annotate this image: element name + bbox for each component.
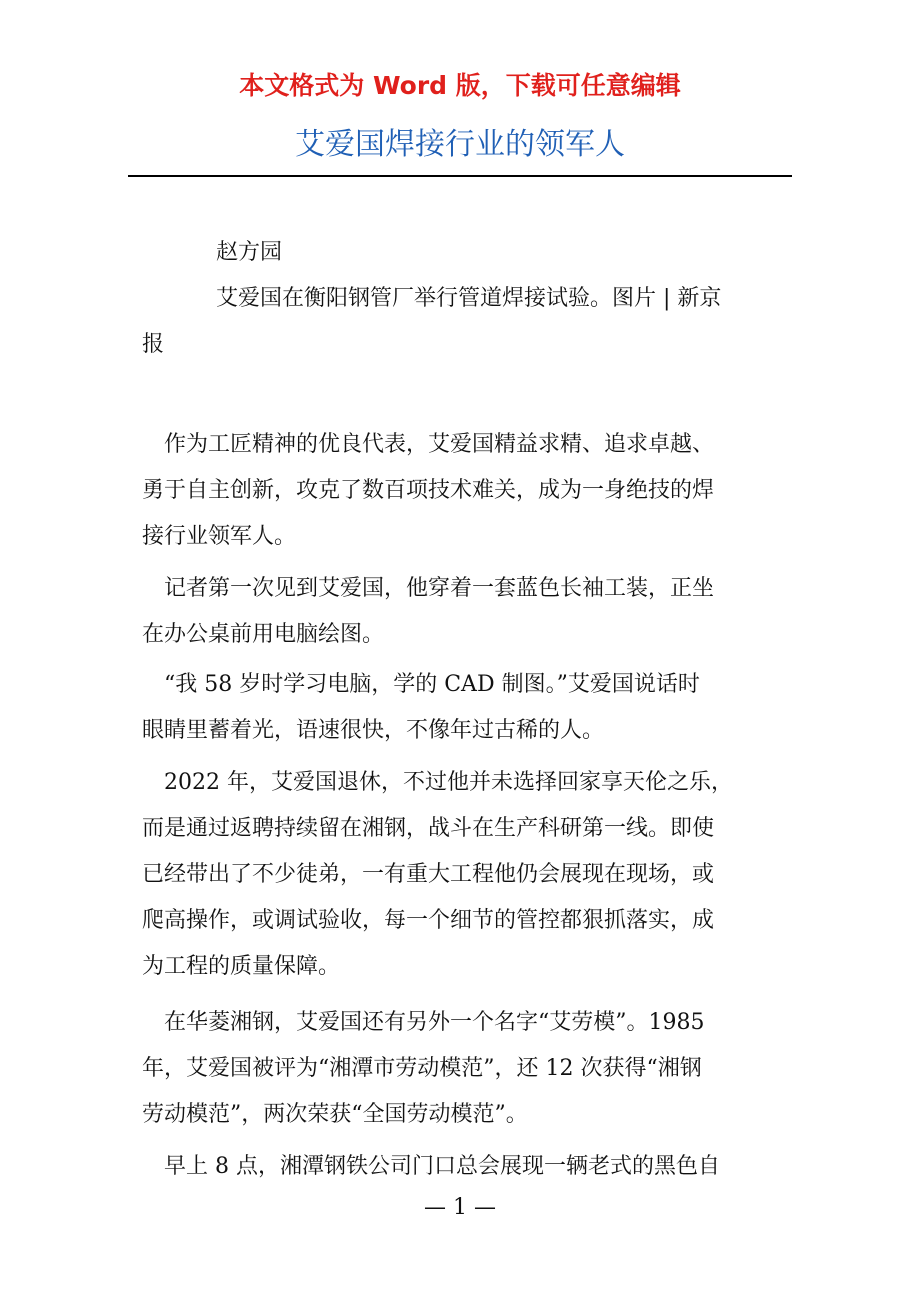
paragraph-line: 已经带出了不少徒弟，一有重大工程他仍会展现在现场，或 xyxy=(142,862,715,887)
paragraph-line: 记者第一次见到艾爱国，他穿着一套蓝色长袖工装，正坐 xyxy=(164,576,715,601)
caption-line: 报 xyxy=(142,332,165,357)
paragraph-line: 作为工匠精神的优良代表，艾爱国精益求精、追求卓越、 xyxy=(164,432,715,457)
caption-line: 艾爱国在衡阳钢管厂举行管道焊接试验。图片 | 新京 xyxy=(216,286,722,311)
format-banner: 本文格式为 Word 版，下载可任意编辑 xyxy=(239,71,681,100)
page-number: — 1 — xyxy=(424,1195,496,1220)
author-name: 赵方园 xyxy=(216,240,283,265)
paragraph-line: 勇于自主创新，攻克了数百项技术难关，成为一身绝技的焊 xyxy=(142,478,715,503)
paragraph-line: 2022 年，艾爱国退休，不过他并未选择回家享天伦之乐， xyxy=(164,770,733,795)
body-paragraph xyxy=(142,662,788,754)
paragraph-line: 而是通过返聘持续留在湘钢，战斗在生产科研第一线。即使 xyxy=(142,816,715,841)
paragraph-line: “我 58 岁时学习电脑，学的 CAD 制图。”艾爱国说话时 xyxy=(164,672,700,697)
paragraph-line: 劳动模范”，两次荣获“全国劳动模范”。 xyxy=(142,1102,528,1127)
body-paragraph xyxy=(142,1000,788,1138)
body-paragraph xyxy=(142,566,788,658)
paragraph-line: 接行业领军人。 xyxy=(142,524,297,549)
body-paragraph xyxy=(142,760,788,990)
paragraph-line: 在办公桌前用电脑绘图。 xyxy=(142,622,385,647)
title-divider xyxy=(128,175,792,177)
paragraph-line: 为工程的质量保障。 xyxy=(142,954,341,979)
page-title: 艾爱国焊接行业的领军人 xyxy=(295,127,625,162)
paragraph-line: 眼睛里蓄着光，语速很快，不像年过古稀的人。 xyxy=(142,718,605,743)
paragraph-line: 年，艾爱国被评为“湘潭市劳动模范”，还 12 次获得“湘钢 xyxy=(142,1056,702,1081)
body-paragraph xyxy=(142,422,788,560)
body-paragraph xyxy=(142,1144,788,1190)
paragraph-line: 在华菱湘钢，艾爱国还有另外一个名字“艾劳模”。1985 xyxy=(164,1010,705,1035)
photo-caption xyxy=(142,276,788,368)
paragraph-line: 早上 8 点，湘潭钢铁公司门口总会展现一辆老式的黑色自 xyxy=(164,1154,720,1179)
paragraph-line: 爬高操作，或调试验收，每一个细节的管控都狠抓落实，成 xyxy=(142,908,715,933)
